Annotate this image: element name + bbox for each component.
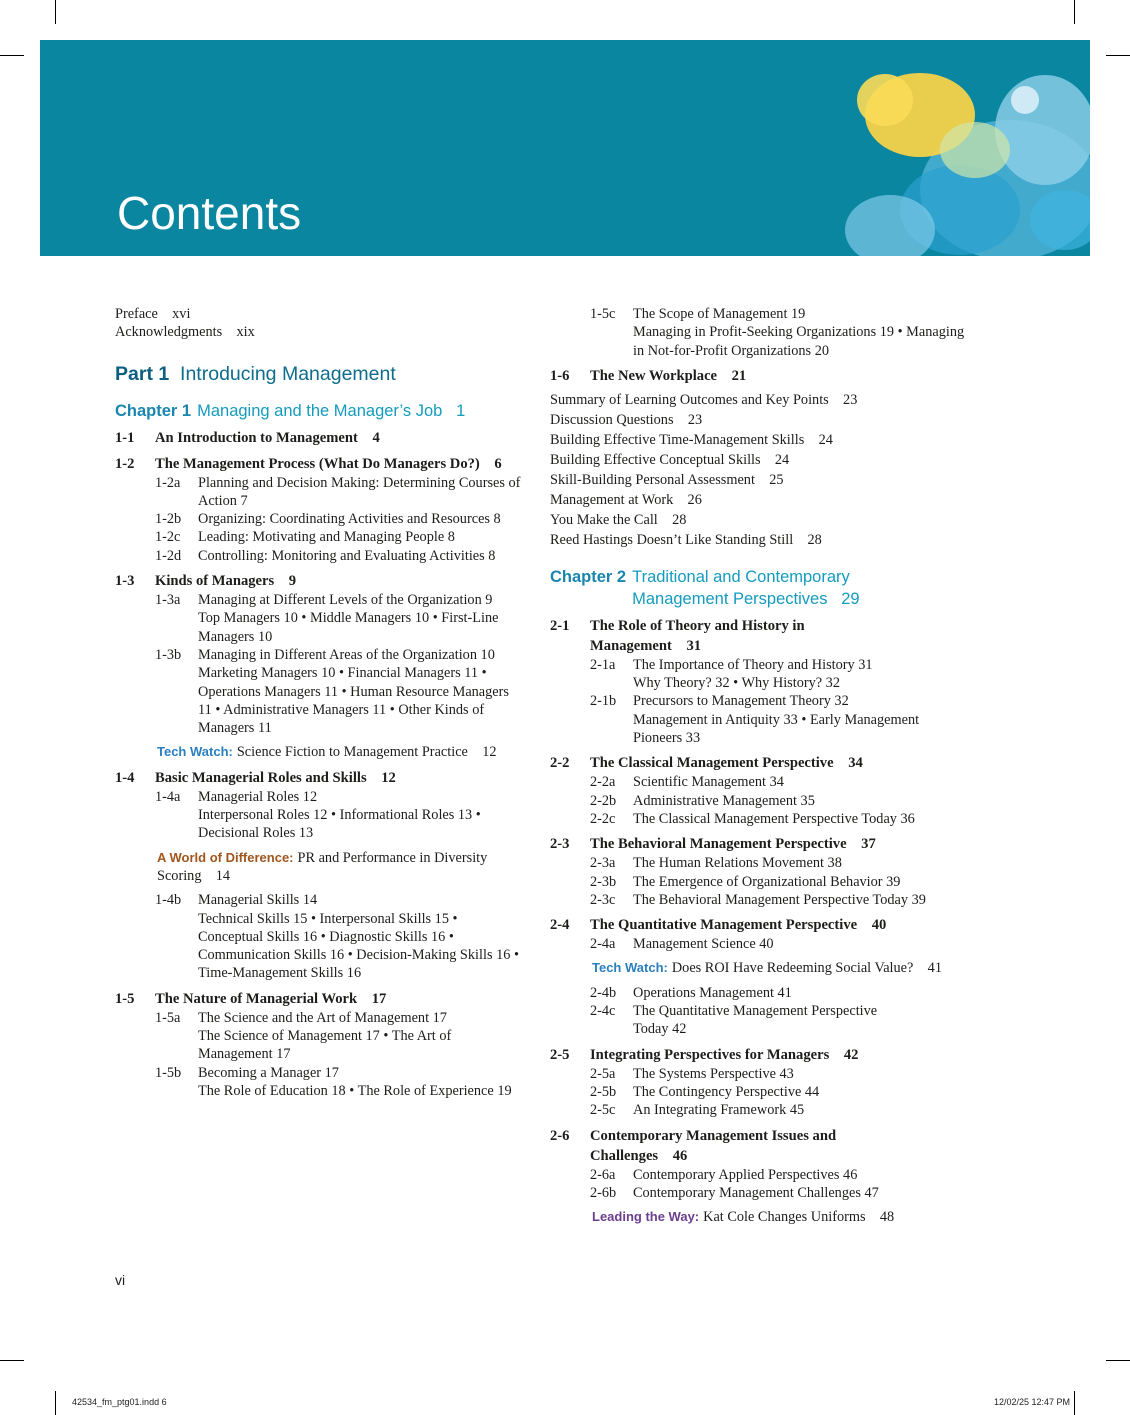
section-entry[interactable]: 2-5 Integrating Perspectives for Managers 42 bbox=[550, 1046, 859, 1063]
subsection-entry[interactable]: 2-2c The Classical Management Perspective Today 36 bbox=[590, 810, 915, 827]
section-entry[interactable]: 1-5 The Nature of Managerial Work 17 bbox=[115, 990, 387, 1007]
crop-mark bbox=[55, 0, 56, 24]
feature-entry[interactable]: Tech Watch: Does ROI Have Redeeming Social Value? 41 bbox=[592, 960, 942, 977]
subsection-entry[interactable]: 2-5a The Systems Perspective 43 bbox=[590, 1065, 794, 1082]
page-title: Contents bbox=[117, 187, 302, 239]
chapter-heading[interactable]: Chapter 1 Managing and the Manager’s Job 1 bbox=[115, 401, 466, 420]
subsection-entry[interactable]: 2-2a Scientific Management 34 bbox=[590, 774, 784, 791]
subsection-entry[interactable]: 2-1a The Importance of Theory and History 31 Why Theory? 32 • Why History? 32 bbox=[590, 656, 873, 692]
feature-entry[interactable]: A World of Difference: PR and Performance in Diversity Scoring 14 bbox=[157, 849, 488, 884]
chapter-end-entry[interactable]: Building Effective Time-Management Skills 24 bbox=[550, 431, 833, 448]
subsection-entry[interactable]: 1-2c Leading: Motivating and Managing People 8 bbox=[155, 529, 455, 546]
subsection-entry[interactable]: 1-5b Becoming a Manager 17 The Role of Education 18 • The Role of Experience 19 bbox=[155, 1064, 512, 1099]
subsection-entry[interactable]: 1-2a Planning and Decision Making: Determining Courses of Action 7 bbox=[155, 474, 521, 509]
section-entry[interactable]: 1-2 The Management Process (What Do Managers Do?) 6 bbox=[115, 455, 502, 472]
section-entry[interactable]: 2-1 The Role of Theory and History in Management 31 bbox=[550, 617, 805, 654]
chapter-end-entry[interactable]: Management at Work 26 bbox=[550, 491, 702, 508]
section-entry[interactable]: 1-1 An Introduction to Management 4 bbox=[115, 429, 380, 446]
crop-mark bbox=[1074, 0, 1075, 24]
crop-mark bbox=[0, 55, 24, 56]
chapter-end-entry[interactable]: Discussion Questions 23 bbox=[550, 411, 703, 428]
chapter-end-entry[interactable]: Summary of Learning Outcomes and Key Points 23 bbox=[550, 391, 858, 408]
subsection-entry[interactable]: 1-5c The Scope of Management 19 Managing in Profit-Seeking Organizations 19 • Managing in Not-for-Profit Organizations 20 bbox=[590, 306, 965, 359]
chapter-end-entry[interactable]: Skill-Building Personal Assessment 25 bbox=[550, 471, 784, 488]
subsection-entry[interactable]: 2-3a The Human Relations Movement 38 bbox=[590, 855, 842, 872]
subsection-entry[interactable]: 2-2b Administrative Management 35 bbox=[590, 792, 815, 809]
crop-mark bbox=[1106, 1360, 1130, 1361]
subsection-entry[interactable]: 1-3a Managing at Different Levels of the Organization 9 Top Managers 10 • Middle Managers 10 • First-Line Managers 10 bbox=[155, 592, 499, 645]
section-entry[interactable]: 1-6 The New Workplace 21 bbox=[550, 367, 747, 384]
crop-mark bbox=[1074, 1391, 1075, 1415]
crop-mark bbox=[0, 1360, 24, 1361]
section-entry[interactable]: 2-4 The Quantitative Management Perspective 40 bbox=[550, 917, 887, 934]
subsection-entry[interactable]: 2-4b Operations Management 41 bbox=[590, 984, 792, 1001]
section-entry[interactable]: 1-3 Kinds of Managers 9 bbox=[115, 573, 297, 590]
feature-entry[interactable]: Tech Watch: Science Fiction to Management Practice 12 bbox=[157, 744, 497, 761]
crop-mark bbox=[1106, 55, 1130, 56]
section-entry[interactable]: 2-6 Contemporary Management Issues and Challenges 46 bbox=[550, 1127, 837, 1164]
subsection-entry[interactable]: 2-3b The Emergence of Organizational Behavior 39 bbox=[590, 873, 901, 890]
subsection-entry[interactable]: 2-5b The Contingency Perspective 44 bbox=[590, 1083, 820, 1100]
section-entry[interactable]: 1-4 Basic Managerial Roles and Skills 12 bbox=[115, 769, 396, 786]
chapter-end-entry[interactable]: You Make the Call 28 bbox=[550, 511, 687, 528]
toc-right-column bbox=[550, 305, 970, 1232]
crop-mark bbox=[55, 1391, 56, 1415]
contents-header-banner bbox=[40, 40, 1090, 256]
page-number: vi bbox=[115, 1272, 126, 1288]
subsection-entry[interactable]: 1-5a The Science and the Art of Management 17 The Science of Management 17 • The Art of Management 17 bbox=[155, 1009, 452, 1063]
subsection-entry[interactable]: 2-3c The Behavioral Management Perspective Today 39 bbox=[590, 891, 926, 908]
subsection-entry[interactable]: 2-6b Contemporary Management Challenges 47 bbox=[590, 1184, 879, 1201]
front-matter-entry[interactable]: Preface xvi bbox=[115, 306, 191, 322]
subsection-entry[interactable]: 2-4a Management Science 40 bbox=[590, 936, 774, 953]
subsection-entry[interactable]: 2-1b Precursors to Management Theory 32 Management in Antiquity 33 • Early Management Pioneers 33 bbox=[590, 693, 920, 747]
subsection-entry[interactable]: 1-3b Managing in Different Areas of the Organization 10 Marketing Managers 10 • Financial Managers 11 • Operations Managers 11 • Human Resource Managers 11 • Administrative Managers 11 • Other Kinds of Managers 11 bbox=[155, 646, 509, 737]
subsection-entry[interactable]: 1-2b Organizing: Coordinating Activities and Resources 8 bbox=[155, 511, 501, 528]
front-matter-entry[interactable]: Acknowledgments xix bbox=[115, 324, 255, 341]
subsection-entry[interactable]: 1-2d Controlling: Monitoring and Evaluating Activities 8 bbox=[155, 547, 496, 564]
part-heading: Part 1 Introducing Management bbox=[115, 362, 396, 385]
chapter-heading[interactable]: Chapter 2 Traditional and Contemporary Management Perspectives 29 bbox=[550, 567, 860, 608]
slug-timestamp: 12/02/25 12:47 PM bbox=[993, 1397, 1070, 1407]
watercolor-splash-illustration bbox=[810, 40, 1090, 256]
chapter-end-entry[interactable]: Reed Hastings Doesn’t Like Standing Still 28 bbox=[550, 531, 822, 548]
subsection-entry[interactable]: 2-5c An Integrating Framework 45 bbox=[590, 1102, 805, 1119]
subsection-entry[interactable]: 2-6a Contemporary Applied Perspectives 46 bbox=[590, 1166, 858, 1183]
section-entry[interactable]: 2-2 The Classical Management Perspective 34 bbox=[550, 755, 863, 772]
subsection-entry[interactable]: 1-4b Managerial Skills 14 Technical Skills 15 • Interpersonal Skills 15 • Conceptual Skills 16 • Diagnostic Skills 16 • Communication Skills 16 • Decision-Making Skills 16 • Time-Management Skills 16 bbox=[155, 892, 519, 982]
subsection-entry[interactable]: 2-4c The Quantitative Management Perspective Today 42 bbox=[590, 1003, 878, 1038]
section-entry[interactable]: 2-3 The Behavioral Management Perspective 37 bbox=[550, 836, 876, 853]
chapter-end-entry[interactable]: Building Effective Conceptual Skills 24 bbox=[550, 451, 790, 468]
toc-left-column bbox=[115, 305, 525, 1100]
slug-filename: 42534_fm_ptg01.indd 6 bbox=[72, 1397, 167, 1407]
subsection-entry[interactable]: 1-4a Managerial Roles 12 Interpersonal Roles 12 • Informational Roles 13 • Decisional Roles 13 bbox=[155, 788, 481, 842]
feature-entry[interactable]: Leading the Way: Kat Cole Changes Uniforms 48 bbox=[592, 1209, 895, 1226]
